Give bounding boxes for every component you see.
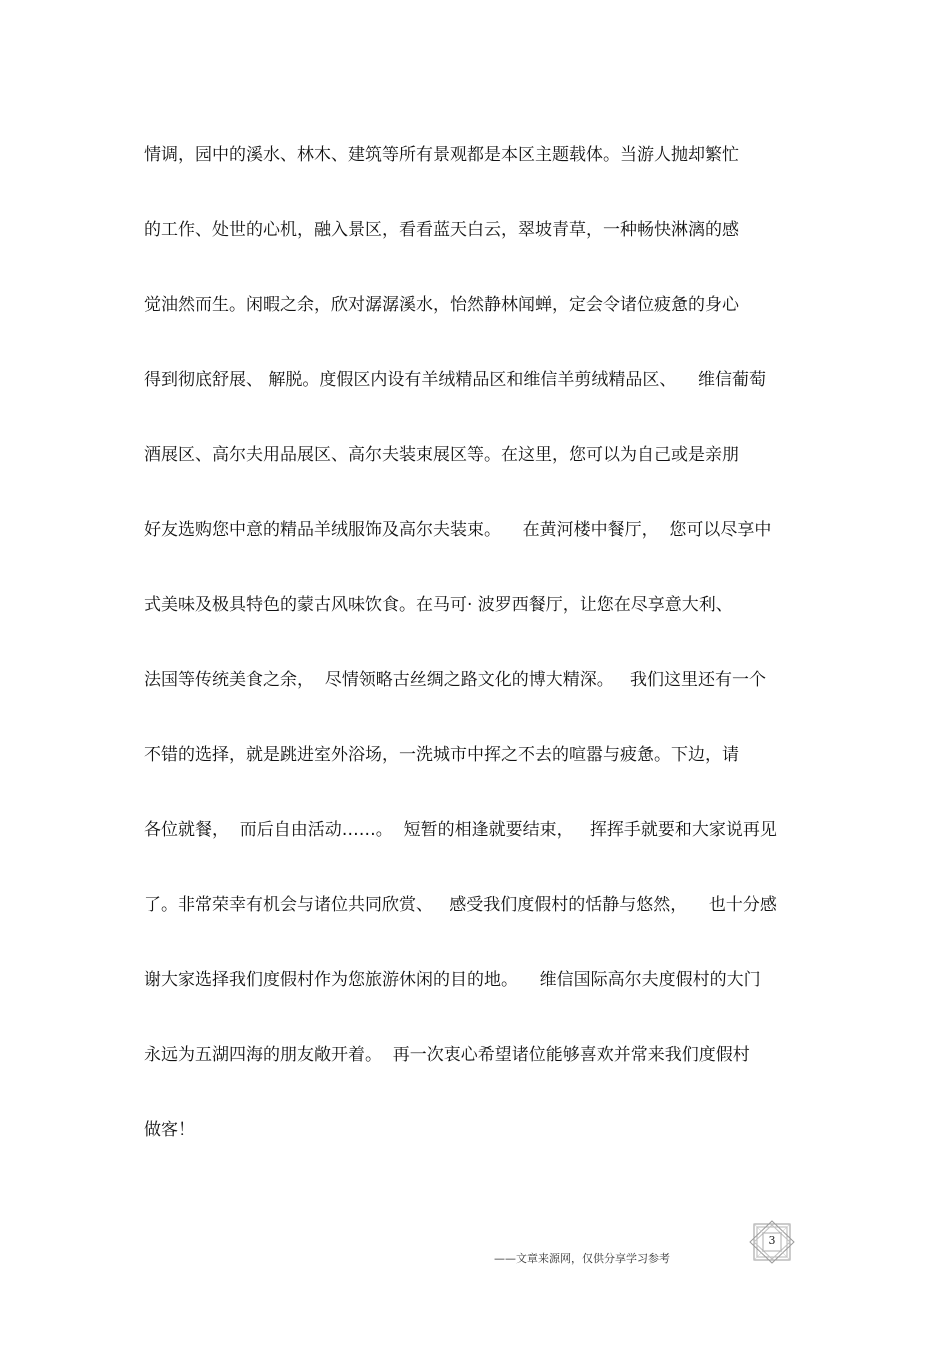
footer-source-note: ——文章来源网，仅供分享学习参考 <box>494 1252 670 1265</box>
text-line: 好友选购您中意的精品羊绒服饰及高尔夫装束。 在黄河楼中餐厅， 您可以尽享中 <box>144 520 772 540</box>
text-line: 情调，园中的溪水、林木、建筑等所有景观都是本区主题载体。当游人抛却繁忙 <box>144 145 739 165</box>
text-line: 各位就餐， 而后自由活动……。 短暂的相逢就要结束， 挥挥手就要和大家说再见 <box>144 820 777 840</box>
text-line: 酒展区、高尔夫用品展区、高尔夫装束展区等。在这里，您可以为自己或是亲朋 <box>144 445 739 465</box>
text-line: 永远为五湖四海的朋友敞开着。 再一次衷心希望诸位能够喜欢并常来我们度假村 <box>144 1045 750 1065</box>
page-number: 3 <box>768 1234 776 1247</box>
text-line: 觉油然而生。闲暇之余，欣对潺潺溪水，怡然静林闻蝉，定会令诸位疲惫的身心 <box>144 295 739 315</box>
text-line: 了。非常荣幸有机会与诸位共同欣赏、 感受我们度假村的恬静与悠然， 也十分感 <box>144 895 777 915</box>
text-line: 的工作、处世的心机，融入景区，看看蓝天白云，翠坡青草，一种畅快淋漓的感 <box>144 220 739 240</box>
page-number-badge <box>748 1220 796 1264</box>
text-line: 式美味及极具特色的蒙古风味饮食。在马可· 波罗西餐厅，让您在尽享意大利、 <box>144 595 733 615</box>
body-text <box>144 140 824 1190</box>
text-line: 得到彻底舒展、 解脱。度假区内设有羊绒精品区和维信羊剪绒精品区、 维信葡萄 <box>144 370 767 390</box>
text-line: 谢大家选择我们度假村作为您旅游休闲的目的地。 维信国际高尔夫度假村的大门 <box>144 970 761 990</box>
text-line: 做客！ <box>144 1120 195 1140</box>
text-line: 不错的选择，就是跳进室外浴场，一洗城市中挥之不去的喧嚣与疲惫。下边，请 <box>144 745 739 765</box>
text-line: 法国等传统美食之余， 尽情领略古丝绸之路文化的博大精深。 我们这里还有一个 <box>144 670 767 690</box>
